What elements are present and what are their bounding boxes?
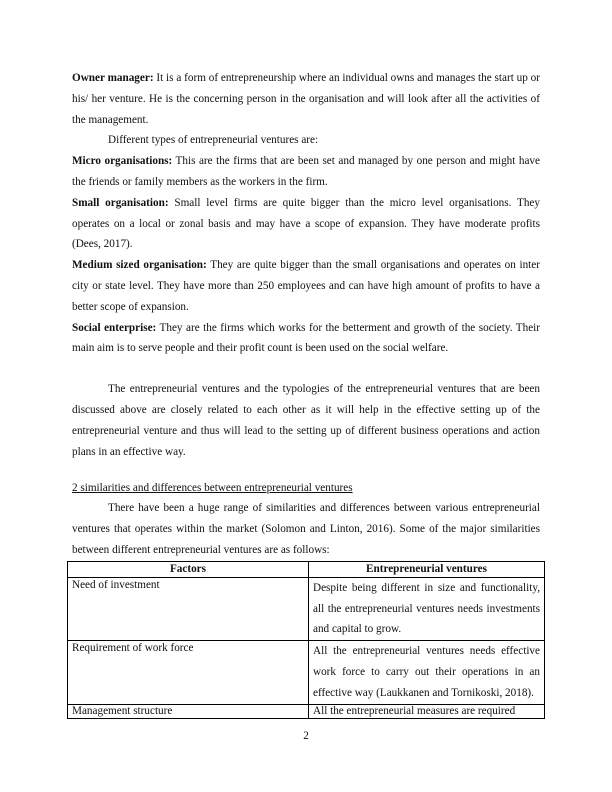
table-cell-description: All the entrepreneurial ventures needs effective work force to carry out their operations in an effective way (Laukkanen and Tornikoski, 2018).	[309, 641, 545, 704]
table-cell-description: All the entrepreneurial measures are required	[309, 704, 545, 718]
table-header-row	[68, 561, 545, 577]
table-cell-description: Despite being different in size and functionality, all the entrepreneurial ventures needs investments and capital to grow.	[309, 577, 545, 640]
document-page	[72, 68, 540, 719]
header-ventures: Entrepreneurial ventures	[309, 561, 545, 577]
social-text: They are the firms which works for the betterment and growth of the society. Their main aim is to serve people and their profit count is been used on the social welfare.	[72, 321, 541, 355]
table-cell-factor: Requirement of work force	[68, 641, 309, 704]
owner-manager-text: It is a form of entrepreneurship where an individual owns and manages the start up or his/ her venture. He is the concerning person in the organisation and will look after all the activities of the management.	[72, 72, 540, 126]
micro-paragraph	[72, 151, 540, 193]
social-paragraph	[72, 318, 540, 360]
table-row	[68, 577, 545, 640]
section-heading: 2 similarities and differences between entrepreneurial ventures	[72, 482, 353, 495]
table-row	[68, 641, 545, 704]
table-cell-factor: Need of investment	[68, 577, 309, 640]
micro-text: This are the firms that are been set and managed by one person and might have the friends or family members as the workers in the firm.	[72, 155, 540, 188]
social-term: Social enterprise:	[72, 321, 157, 334]
small-term: Small organisation:	[72, 196, 169, 209]
small-text: Small level firms are quite bigger than the micro level organisations. They operates on a local or zonal basis and may have a scope of expansion. They have moderate profits (Dees, 2017).	[72, 196, 540, 251]
table-row	[68, 704, 545, 718]
medium-term: Medium sized organisation:	[72, 259, 207, 272]
owner-manager-paragraph	[72, 68, 540, 130]
types-intro: Different types of entrepreneurial ventures are:	[108, 134, 319, 147]
table-cell-factor: Management structure	[68, 704, 309, 718]
similarities-table	[67, 561, 545, 719]
micro-term: Micro organisations:	[72, 155, 173, 168]
header-factors: Factors	[68, 561, 309, 577]
medium-paragraph	[72, 255, 540, 317]
paragraph-spacer	[72, 359, 540, 379]
page-number: 2	[303, 730, 309, 742]
closing-paragraph: The entrepreneurial ventures and the typologies of the entrepreneurial ventures that are been discussed above are closely related to each other as it will help in the effective setting up of the entrepreneurial venture and thus will lead to the setting up of different business operations and action plans in an effective way.	[72, 383, 540, 458]
section-intro: There have been a huge range of similarities and differences between various entrepreneurial ventures that operates within the market (Solomon and Linton, 2016). Some of the major similarities between different entrepreneurial ventures are as follows:	[72, 502, 540, 556]
small-paragraph	[72, 193, 540, 255]
owner-manager-term: Owner manager:	[72, 72, 154, 84]
medium-text: They are quite bigger than the small organisations and operates on inter city or state level. They have more than 250 employees and can have high amount of profits to have a better scope of expansion.	[72, 259, 540, 313]
